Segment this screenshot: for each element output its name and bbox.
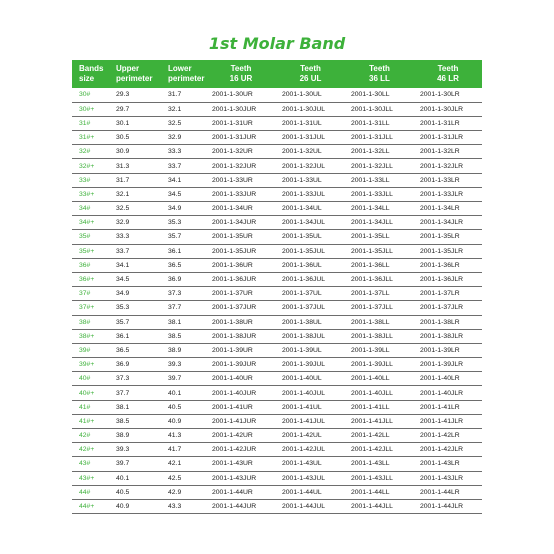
cell-code-16ur: 2001-1-32UR: [212, 148, 253, 156]
cell-upper-perimeter: 36.5: [116, 346, 130, 354]
table-row: [72, 372, 482, 386]
cell-band-size: 33#: [79, 176, 91, 184]
cell-code-46lr: 2001-1-34LR: [420, 205, 460, 213]
cell-lower-perimeter: 42.9: [168, 488, 182, 496]
header-line: Bands: [79, 64, 104, 73]
table-row: [72, 457, 482, 471]
cell-code-46lr: 2001-1-42JLR: [420, 446, 464, 454]
cell-code-26ul: 2001-1-31JUL: [282, 134, 326, 142]
cell-lower-perimeter: 38.1: [168, 318, 182, 326]
cell-band-size: 34#: [79, 205, 91, 213]
cell-code-46lr: 2001-1-37LR: [420, 290, 460, 298]
cell-band-size: 39#+: [79, 361, 95, 369]
table-row: [72, 329, 482, 343]
cell-code-46lr: 2001-1-42LR: [420, 432, 460, 440]
cell-code-16ur: 2001-1-37JUR: [212, 304, 257, 312]
cell-code-26ul: 2001-1-30JUL: [282, 105, 326, 113]
cell-code-46lr: 2001-1-35JLR: [420, 247, 464, 255]
cell-band-size: 37#: [79, 290, 91, 298]
header-row: [72, 60, 482, 88]
cell-code-36ll: 2001-1-32JLL: [351, 162, 393, 170]
cell-code-26ul: 2001-1-39UL: [282, 346, 322, 354]
cell-code-16ur: 2001-1-36UR: [212, 261, 253, 269]
cell-code-36ll: 2001-1-30LL: [351, 91, 390, 99]
cell-code-16ur: 2001-1-43JUR: [212, 474, 257, 482]
cell-code-16ur: 2001-1-39UR: [212, 346, 253, 354]
cell-code-26ul: 2001-1-40UL: [282, 375, 322, 383]
cell-band-size: 41#: [79, 403, 91, 411]
cell-code-36ll: 2001-1-40LL: [351, 375, 390, 383]
cell-upper-perimeter: 31.3: [116, 162, 130, 170]
cell-lower-perimeter: 35.7: [168, 233, 182, 241]
cell-code-46lr: 2001-1-35LR: [420, 233, 460, 241]
table-row: [72, 202, 482, 216]
cell-upper-perimeter: 40.1: [116, 474, 130, 482]
cell-code-16ur: 2001-1-38JUR: [212, 332, 257, 340]
header-line: perimeter: [168, 74, 205, 83]
cell-band-size: 32#: [79, 148, 91, 156]
cell-code-46lr: 2001-1-43LR: [420, 460, 460, 468]
cell-upper-perimeter: 33.7: [116, 247, 130, 255]
cell-band-size: 40#+: [79, 389, 95, 397]
cell-band-size: 30#: [79, 91, 91, 99]
cell-code-46lr: 2001-1-41JLR: [420, 417, 464, 425]
cell-code-46lr: 2001-1-33LR: [420, 176, 460, 184]
cell-code-26ul: 2001-1-35UL: [282, 233, 322, 241]
cell-band-size: 43#+: [79, 474, 95, 482]
table-row: [72, 216, 482, 230]
cell-code-16ur: 2001-1-33JUR: [212, 190, 257, 198]
cell-upper-perimeter: 34.1: [116, 261, 130, 269]
cell-code-16ur: 2001-1-31UR: [212, 119, 253, 127]
cell-upper-perimeter: 36.9: [116, 361, 130, 369]
cell-code-26ul: 2001-1-34JUL: [282, 219, 326, 227]
cell-band-size: 44#+: [79, 503, 95, 511]
cell-upper-perimeter: 39.7: [116, 460, 130, 468]
cell-code-16ur: 2001-1-40UR: [212, 375, 253, 383]
table-body: [72, 88, 482, 514]
cell-band-size: 42#: [79, 432, 91, 440]
cell-code-46lr: 2001-1-31JLR: [420, 134, 464, 142]
cell-upper-perimeter: 36.1: [116, 332, 130, 340]
cell-code-36ll: 2001-1-42JLL: [351, 446, 393, 454]
cell-code-16ur: 2001-1-30UR: [212, 91, 253, 99]
cell-lower-perimeter: 35.3: [168, 219, 182, 227]
cell-code-16ur: 2001-1-38UR: [212, 318, 253, 326]
cell-lower-perimeter: 33.3: [168, 148, 182, 156]
header-upper-perimeter: [109, 60, 161, 88]
cell-upper-perimeter: 37.3: [116, 375, 130, 383]
cell-code-36ll: 2001-1-34LL: [351, 205, 390, 213]
cell-code-26ul: 2001-1-42JUL: [282, 446, 326, 454]
cell-band-size: 34#+: [79, 219, 95, 227]
cell-code-36ll: 2001-1-31LL: [351, 119, 390, 127]
header-teeth-16ur: [206, 60, 276, 88]
cell-code-26ul: 2001-1-43JUL: [282, 474, 326, 482]
cell-code-16ur: 2001-1-37UR: [212, 290, 253, 298]
cell-code-46lr: 2001-1-43JLR: [420, 474, 464, 482]
cell-code-26ul: 2001-1-33JUL: [282, 190, 326, 198]
header-bands-size: [72, 60, 109, 88]
cell-upper-perimeter: 32.5: [116, 205, 130, 213]
cell-upper-perimeter: 39.3: [116, 446, 130, 454]
cell-code-36ll: 2001-1-32LL: [351, 148, 390, 156]
cell-band-size: 39#: [79, 346, 91, 354]
table-row: [72, 499, 482, 513]
cell-code-46lr: 2001-1-38LR: [420, 318, 460, 326]
table-row: [72, 145, 482, 159]
cell-lower-perimeter: 31.7: [168, 91, 182, 99]
table-row: [72, 187, 482, 201]
cell-upper-perimeter: 38.1: [116, 403, 130, 411]
page-title: 1st Molar Band: [208, 34, 346, 53]
cell-code-46lr: 2001-1-39LR: [420, 346, 460, 354]
cell-band-size: 31#: [79, 119, 91, 127]
cell-code-26ul: 2001-1-36UL: [282, 261, 322, 269]
cell-upper-perimeter: 34.9: [116, 290, 130, 298]
cell-code-36ll: 2001-1-43JLL: [351, 474, 393, 482]
header-lower-perimeter: [161, 60, 206, 88]
table-row: [72, 173, 482, 187]
cell-code-16ur: 2001-1-34JUR: [212, 219, 257, 227]
cell-band-size: 40#: [79, 375, 91, 383]
table-row: [72, 230, 482, 244]
table-row: [72, 471, 482, 485]
cell-band-size: 44#: [79, 488, 91, 496]
header-line: Upper: [116, 64, 140, 73]
cell-band-size: 41#+: [79, 417, 95, 425]
cell-code-16ur: 2001-1-35JUR: [212, 247, 257, 255]
cell-code-26ul: 2001-1-39JUL: [282, 361, 326, 369]
table-row: [72, 287, 482, 301]
cell-upper-perimeter: 38.9: [116, 432, 130, 440]
cell-code-26ul: 2001-1-41UL: [282, 403, 322, 411]
cell-upper-perimeter: 40.9: [116, 503, 130, 511]
cell-code-26ul: 2001-1-31UL: [282, 119, 322, 127]
cell-code-16ur: 2001-1-32JUR: [212, 162, 257, 170]
cell-lower-perimeter: 37.3: [168, 290, 182, 298]
header-teeth-26ul: [276, 60, 345, 88]
cell-lower-perimeter: 33.7: [168, 162, 182, 170]
cell-code-46lr: 2001-1-33JLR: [420, 190, 464, 198]
cell-upper-perimeter: 32.9: [116, 219, 130, 227]
cell-code-26ul: 2001-1-44JUL: [282, 503, 326, 511]
cell-upper-perimeter: 40.5: [116, 488, 130, 496]
cell-upper-perimeter: 38.5: [116, 417, 130, 425]
cell-code-26ul: 2001-1-37UL: [282, 290, 322, 298]
header-teeth-46lr: [414, 60, 482, 88]
header-line: 36 LL: [369, 74, 390, 83]
cell-code-46lr: 2001-1-32LR: [420, 148, 460, 156]
cell-band-size: 38#+: [79, 332, 95, 340]
cell-code-36ll: 2001-1-39LL: [351, 346, 390, 354]
cell-code-16ur: 2001-1-33UR: [212, 176, 253, 184]
cell-code-26ul: 2001-1-36JUL: [282, 276, 326, 284]
cell-code-46lr: 2001-1-34JLR: [420, 219, 464, 227]
cell-code-16ur: 2001-1-41UR: [212, 403, 253, 411]
cell-code-16ur: 2001-1-40JUR: [212, 389, 257, 397]
table-row: [72, 244, 482, 258]
cell-code-16ur: 2001-1-36JUR: [212, 276, 257, 284]
cell-upper-perimeter: 34.5: [116, 276, 130, 284]
cell-upper-perimeter: 29.3: [116, 91, 130, 99]
cell-code-46lr: 2001-1-38JLR: [420, 332, 464, 340]
header-line: Teeth: [369, 64, 390, 73]
cell-code-26ul: 2001-1-34UL: [282, 205, 322, 213]
cell-lower-perimeter: 40.1: [168, 389, 182, 397]
cell-code-36ll: 2001-1-44LL: [351, 488, 390, 496]
cell-code-46lr: 2001-1-40JLR: [420, 389, 464, 397]
cell-lower-perimeter: 32.5: [168, 119, 182, 127]
cell-code-26ul: 2001-1-41JUL: [282, 417, 326, 425]
cell-band-size: 32#+: [79, 162, 95, 170]
cell-code-46lr: 2001-1-44LR: [420, 488, 460, 496]
header-line: Teeth: [230, 64, 252, 73]
cell-band-size: 42#+: [79, 446, 95, 454]
header-teeth-36ll: [345, 60, 414, 88]
cell-upper-perimeter: 35.7: [116, 318, 130, 326]
cell-code-26ul: 2001-1-37JUL: [282, 304, 326, 312]
cell-band-size: 37#+: [79, 304, 95, 312]
table-row: [72, 301, 482, 315]
cell-code-16ur: 2001-1-42UR: [212, 432, 253, 440]
cell-code-46lr: 2001-1-36LR: [420, 261, 460, 269]
cell-code-26ul: 2001-1-32JUL: [282, 162, 326, 170]
cell-code-36ll: 2001-1-33JLL: [351, 190, 393, 198]
cell-lower-perimeter: 38.5: [168, 332, 182, 340]
cell-lower-perimeter: 36.1: [168, 247, 182, 255]
cell-code-26ul: 2001-1-38UL: [282, 318, 322, 326]
cell-code-36ll: 2001-1-33LL: [351, 176, 390, 184]
cell-lower-perimeter: 34.9: [168, 205, 182, 213]
header-line: 26 UL: [299, 74, 322, 83]
header-line: Teeth: [300, 64, 321, 73]
cell-code-36ll: 2001-1-43LL: [351, 460, 390, 468]
cell-code-46lr: 2001-1-32JLR: [420, 162, 464, 170]
cell-code-36ll: 2001-1-40JLL: [351, 389, 393, 397]
table-row: [72, 443, 482, 457]
cell-band-size: 35#: [79, 233, 91, 241]
cell-code-16ur: 2001-1-39JUR: [212, 361, 257, 369]
cell-code-36ll: 2001-1-30JLL: [351, 105, 393, 113]
cell-upper-perimeter: 29.7: [116, 105, 130, 113]
header-line: 46 LR: [437, 74, 459, 83]
cell-code-36ll: 2001-1-31JLL: [351, 134, 393, 142]
cell-code-16ur: 2001-1-44JUR: [212, 503, 257, 511]
cell-code-36ll: 2001-1-37JLL: [351, 304, 393, 312]
table-row: [72, 102, 482, 116]
cell-lower-perimeter: 39.7: [168, 375, 182, 383]
cell-code-26ul: 2001-1-38JUL: [282, 332, 326, 340]
cell-code-16ur: 2001-1-35UR: [212, 233, 253, 241]
table-row: [72, 485, 482, 499]
cell-lower-perimeter: 34.5: [168, 190, 182, 198]
table-row: [72, 343, 482, 357]
cell-code-46lr: 2001-1-30JLR: [420, 105, 464, 113]
cell-code-46lr: 2001-1-39JLR: [420, 361, 464, 369]
cell-code-16ur: 2001-1-31JUR: [212, 134, 257, 142]
cell-upper-perimeter: 32.1: [116, 190, 130, 198]
cell-upper-perimeter: 30.9: [116, 148, 130, 156]
header-line: 16 UR: [229, 74, 253, 83]
cell-code-46lr: 2001-1-40LR: [420, 375, 460, 383]
cell-code-36ll: 2001-1-36JLL: [351, 276, 393, 284]
cell-band-size: 36#+: [79, 276, 95, 284]
cell-lower-perimeter: 43.3: [168, 503, 182, 511]
cell-band-size: 43#: [79, 460, 91, 468]
table-row: [72, 88, 482, 102]
cell-band-size: 36#: [79, 261, 91, 269]
cell-code-36ll: 2001-1-41JLL: [351, 417, 393, 425]
table-row: [72, 429, 482, 443]
cell-code-26ul: 2001-1-35JUL: [282, 247, 326, 255]
cell-code-26ul: 2001-1-32UL: [282, 148, 322, 156]
cell-code-16ur: 2001-1-44UR: [212, 488, 253, 496]
molar-band-table: [72, 60, 482, 514]
cell-code-46lr: 2001-1-36JLR: [420, 276, 464, 284]
cell-upper-perimeter: 30.1: [116, 119, 130, 127]
cell-code-26ul: 2001-1-44UL: [282, 488, 322, 496]
cell-code-46lr: 2001-1-30LR: [420, 91, 460, 99]
cell-lower-perimeter: 40.5: [168, 403, 182, 411]
table-row: [72, 159, 482, 173]
cell-code-16ur: 2001-1-41JUR: [212, 417, 257, 425]
cell-upper-perimeter: 35.3: [116, 304, 130, 312]
cell-code-16ur: 2001-1-30JUR: [212, 105, 257, 113]
cell-code-36ll: 2001-1-36LL: [351, 261, 390, 269]
cell-upper-perimeter: 33.3: [116, 233, 130, 241]
cell-code-36ll: 2001-1-44JLL: [351, 503, 393, 511]
cell-code-26ul: 2001-1-33UL: [282, 176, 322, 184]
header-line: Teeth: [437, 64, 459, 73]
cell-band-size: 31#+: [79, 134, 95, 142]
cell-code-36ll: 2001-1-37LL: [351, 290, 390, 298]
cell-code-26ul: 2001-1-43UL: [282, 460, 322, 468]
cell-code-16ur: 2001-1-34UR: [212, 205, 253, 213]
cell-code-46lr: 2001-1-31LR: [420, 119, 460, 127]
cell-lower-perimeter: 42.5: [168, 474, 182, 482]
cell-code-46lr: 2001-1-44JLR: [420, 503, 464, 511]
cell-lower-perimeter: 36.9: [168, 276, 182, 284]
cell-code-26ul: 2001-1-30UL: [282, 91, 322, 99]
header-line: Lower: [168, 64, 192, 73]
cell-upper-perimeter: 30.5: [116, 134, 130, 142]
cell-code-36ll: 2001-1-38JLL: [351, 332, 393, 340]
cell-code-16ur: 2001-1-43UR: [212, 460, 253, 468]
cell-lower-perimeter: 32.9: [168, 134, 182, 142]
cell-code-46lr: 2001-1-37JLR: [420, 304, 464, 312]
table-row: [72, 414, 482, 428]
cell-lower-perimeter: 36.5: [168, 261, 182, 269]
cell-band-size: 38#: [79, 318, 91, 326]
cell-lower-perimeter: 40.9: [168, 417, 182, 425]
table-row: [72, 358, 482, 372]
cell-code-36ll: 2001-1-42LL: [351, 432, 390, 440]
cell-code-36ll: 2001-1-39JLL: [351, 361, 393, 369]
header-line: size: [79, 74, 95, 83]
cell-code-36ll: 2001-1-34JLL: [351, 219, 393, 227]
table-row: [72, 400, 482, 414]
cell-lower-perimeter: 41.3: [168, 432, 182, 440]
cell-upper-perimeter: 31.7: [116, 176, 130, 184]
table-row: [72, 258, 482, 272]
header-line: perimeter: [116, 74, 153, 83]
cell-lower-perimeter: 37.7: [168, 304, 182, 312]
cell-code-26ul: 2001-1-42UL: [282, 432, 322, 440]
cell-code-36ll: 2001-1-35LL: [351, 233, 390, 241]
cell-code-46lr: 2001-1-41LR: [420, 403, 460, 411]
cell-band-size: 30#+: [79, 105, 95, 113]
cell-code-26ul: 2001-1-40JUL: [282, 389, 326, 397]
table-row: [72, 315, 482, 329]
cell-band-size: 33#+: [79, 190, 95, 198]
cell-lower-perimeter: 34.1: [168, 176, 182, 184]
cell-code-36ll: 2001-1-35JLL: [351, 247, 393, 255]
cell-lower-perimeter: 39.3: [168, 361, 182, 369]
table-row: [72, 272, 482, 286]
table-row: [72, 116, 482, 130]
cell-lower-perimeter: 41.7: [168, 446, 182, 454]
cell-code-36ll: 2001-1-38LL: [351, 318, 390, 326]
cell-code-36ll: 2001-1-41LL: [351, 403, 390, 411]
cell-lower-perimeter: 32.1: [168, 105, 182, 113]
cell-lower-perimeter: 42.1: [168, 460, 182, 468]
table-row: [72, 131, 482, 145]
cell-code-16ur: 2001-1-42JUR: [212, 446, 257, 454]
cell-upper-perimeter: 37.7: [116, 389, 130, 397]
table-row: [72, 386, 482, 400]
cell-band-size: 35#+: [79, 247, 95, 255]
cell-lower-perimeter: 38.9: [168, 346, 182, 354]
